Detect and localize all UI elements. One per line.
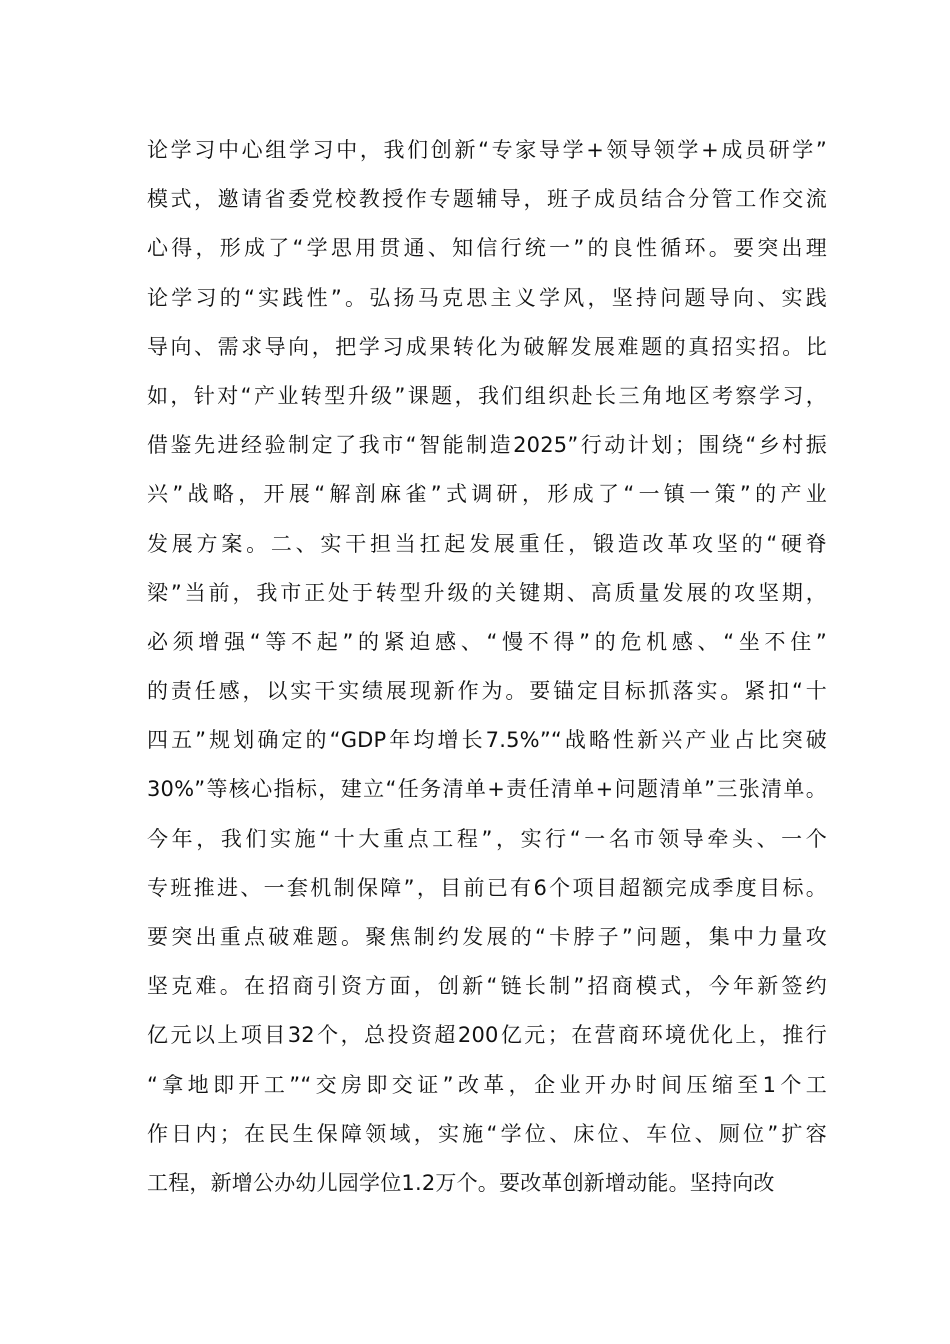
text-line: 作日内；在民生保障领域，实施“学位、床位、车位、厕位”扩容 — [147, 1121, 827, 1146]
text-line: 兴”战略，开展“解剖麻雀”式调研，形成了“一镇一策”的产业 — [147, 482, 827, 507]
text-line: 论学习的“实践性”。弘扬马克思主义学风，坚持问题导向、实践 — [147, 285, 827, 310]
text-line: 必须增强“等不起”的紧迫感、“慢不得”的危机感、“坐不住” — [147, 629, 827, 654]
text-line: 要突出重点破难题。聚焦制约发展的“卡脖子”问题，集中力量攻 — [147, 925, 827, 949]
text-line: 模式，邀请省委党校教授作专题辅导，班子成员结合分管工作交流 — [147, 187, 827, 212]
text-line: 如，针对“产业转型升级”课题，我们组织赴长三角地区考察学习， — [147, 383, 827, 408]
text-line: 的责任感，以实干实绩展现新作为。要锚定目标抓落实。紧扣“十 — [147, 679, 827, 704]
text-line: 30%”等核心指标，建立“任务清单+责任清单+问题清单”三张清单。 — [147, 777, 827, 802]
text-line: “拿地即开工”“交房即交证”改革，企业开办时间压缩至1个工 — [147, 1072, 827, 1097]
text-line: 亿元以上项目32个，总投资超200亿元；在营商环境优化上，推行 — [147, 1023, 827, 1048]
text-line: 坚克难。在招商引资方面，创新“链长制”招商模式，今年新签约 — [147, 974, 827, 999]
text-line: 今年，我们实施“十大重点工程”，实行“一名市领导牵头、一个 — [147, 826, 827, 851]
text-line: 发展方案。二、实干担当扛起发展重任，锻造改革攻坚的“硬脊 — [147, 531, 827, 556]
text-line: 心得，形成了“学思用贯通、知信行统一”的良性循环。要突出理 — [147, 236, 827, 261]
text-line: 工程，新增公办幼儿园学位1.2万个。要改革创新增动能。坚持向改 — [147, 1170, 775, 1195]
text-line: 四五”规划确定的“GDP年均增长7.5%”“战略性新兴产业占比突破 — [147, 728, 827, 753]
text-line: 导向、需求导向，把学习成果转化为破解发展难题的真招实招。比 — [147, 334, 827, 359]
text-line: 专班推进、一套机制保障”，目前已有6个项目超额完成季度目标。 — [147, 875, 827, 900]
text-line: 借鉴先进经验制定了我市“智能制造2025”行动计划；围绕“乡村振 — [147, 433, 827, 458]
text-line: 梁”当前，我市正处于转型升级的关键期、高质量发展的攻坚期， — [147, 580, 827, 605]
body-text — [147, 126, 827, 1208]
text-line: 论学习中心组学习中，我们创新“专家导学+领导领学+成员研学” — [147, 138, 827, 162]
